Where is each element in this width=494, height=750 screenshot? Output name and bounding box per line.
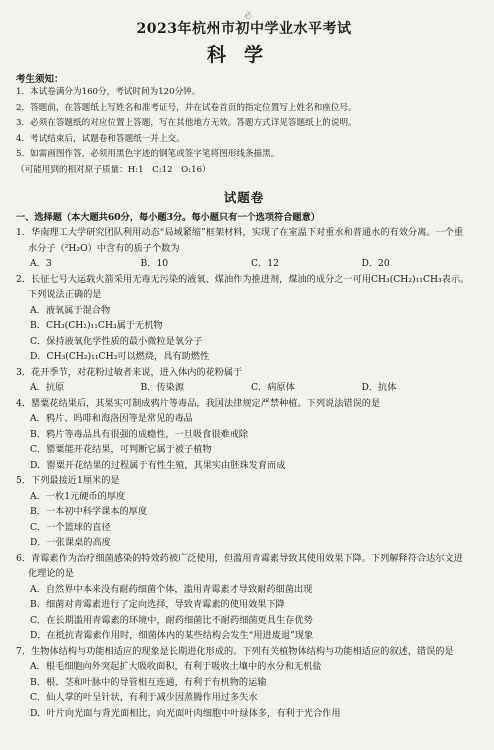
question-3 (16, 365, 472, 396)
option-d: D．20 (361, 258, 390, 269)
option-a: A．3 (30, 258, 52, 269)
option-a: A．一枚1元硬币的厚度 (30, 490, 126, 502)
question-stem: 2．长征七号大运载火箭采用无毒无污染的液氧、煤油作为推进剂，煤油的成分之一可用CH₃(CH₂)₁₁CH₃表示。下列说法正确的是 (16, 273, 470, 300)
question-7 (16, 644, 472, 722)
option-c: C．在长期滥用青霉素的环境中，耐药细菌比不耐药细菌更具生存优势 (30, 614, 313, 626)
option-a: A．根毛细胞向外突起扩大吸收面积，有利于吸收土壤中的水分和无机盐 (30, 661, 322, 672)
question-stem: 6．青霉素作为治疗细菌感染的特效药被广泛使用，但滥用青霉素导致其使用效果下降。下列解释符合达尔文进化理论的是 (16, 552, 463, 579)
option-c: C．病原体 (251, 382, 295, 393)
exam-title: 2023年杭州市初中学业水平考试 (136, 21, 352, 37)
notice-item: 3．必须在答题纸的对应位置上答题，写在其他地方无效。答题方式详见答题纸上的说明。 (16, 118, 357, 128)
option-c: C．12 (251, 258, 279, 269)
question-5 (16, 473, 472, 551)
option-b: B．一本初中科学课本的厚度 (30, 506, 148, 517)
section-heading: 一、选择题（本大题共60分，每小题3分。每小题只有一个选项符合题意） (16, 212, 320, 223)
question-stem: 4．罂粟花结果后，其果实可制成鸦片等毒品，我国法律规定严禁种植。下列说法错误的是 (16, 397, 381, 409)
option-b: B．鸦片等毒品具有很强的成瘾性，一旦吸食很难戒除 (30, 428, 249, 440)
option-c: C．保持液氧化学性质的最小微粒是氧分子 (30, 335, 203, 347)
subject-title: 科学 (206, 44, 281, 66)
option-d: D．CH₃(CH₂)₁₁CH₃可以燃烧，具有助燃性 (30, 351, 210, 362)
notice-item: 2．答题前，在答题纸上写姓名和准考证号，并在试卷首页的指定位置写上姓名和座位号。 (16, 102, 357, 113)
notice-item: 4．考试结束后，试题卷和答题纸一并上交。 (16, 133, 185, 144)
atomic-mass-note: （可能用到的相对原子质量：H:1 C:12 O:16） (16, 164, 211, 175)
paper-title: 试题卷 (223, 190, 265, 205)
question-4 (16, 396, 472, 474)
option-d: D．一张课桌的高度 (30, 537, 111, 548)
option-d: D．叶片向光面与背光面相比，向光面叶肉细胞中叶绿体多，有利于光合作用 (30, 707, 341, 719)
option-c: C．罂粟能开花结果，可判断它属于被子植物 (30, 444, 212, 455)
notice-block (16, 71, 472, 178)
option-b: B．传染源 (140, 382, 185, 393)
option-d: D．罂粟开花结果的过程属于有性生殖，其果实由胚珠发育而成 (30, 459, 286, 471)
option-d: D．抗体 (361, 382, 397, 393)
option-b: B．10 (140, 258, 169, 269)
question-stem: 3．花开季节，对花粉过敏者来说，进入体内的花粉属于 (16, 366, 243, 378)
option-a: A．抗原 (30, 382, 65, 393)
question-stem: 5．下列最接近1厘米的是 (16, 475, 120, 486)
option-row (16, 256, 472, 272)
question-stem: 1．华南理工大学研究团队利用动态“局域紧缩”框架材料，实现了在室温下对重水和普通水的有效分离。一个重水分子（²H₂O）中含有的质子个数为 (16, 227, 464, 254)
notice-item: 5．如需画图作答，必须用黑色字迹的钢笔或签字笔将图形线条描黑。 (16, 149, 280, 159)
option-d: D．在抵抗青霉素作用时，细菌体内的某些结构会发生“用进废退”现象 (30, 630, 314, 641)
question-2 (16, 272, 472, 365)
option-b: B．CH₃(CH₂)₁₁CH₃属于无机物 (30, 320, 163, 331)
option-a: A．液氧属于混合物 (30, 304, 111, 316)
question-6 (16, 551, 472, 644)
option-row (16, 380, 472, 396)
option-c: C．仙人掌的叶呈针状，有利于减少因蒸腾作用过多失水 (30, 692, 258, 703)
option-a: A．自然界中本来没有耐药细菌个体，滥用青霉素才导致耐药细菌出现 (30, 583, 313, 595)
question-1 (16, 225, 472, 272)
option-a: A．鸦片、吗啡和海洛因等是常见的毒品 (30, 413, 193, 424)
option-b: B．根、茎和叶脉中的导管相互连通，有利于有机物的运输 (30, 676, 267, 688)
option-b: B．细菌对青霉素进行了定向选择，导致青霉素的使用效果下降 (30, 599, 285, 610)
notice-item: 1．本试卷满分为160分，考试时间为120分钟。 (16, 87, 201, 97)
notice-heading: 考生须知： (16, 74, 64, 85)
top-mark: 必 (244, 11, 252, 20)
question-stem: 7．生物体结构与功能相适应的现象是长期进化形成的。下列有关植物体结构与功能相适应的叙述，错误的是 (16, 645, 454, 657)
option-c: C．一个篮球的直径 (30, 521, 111, 533)
